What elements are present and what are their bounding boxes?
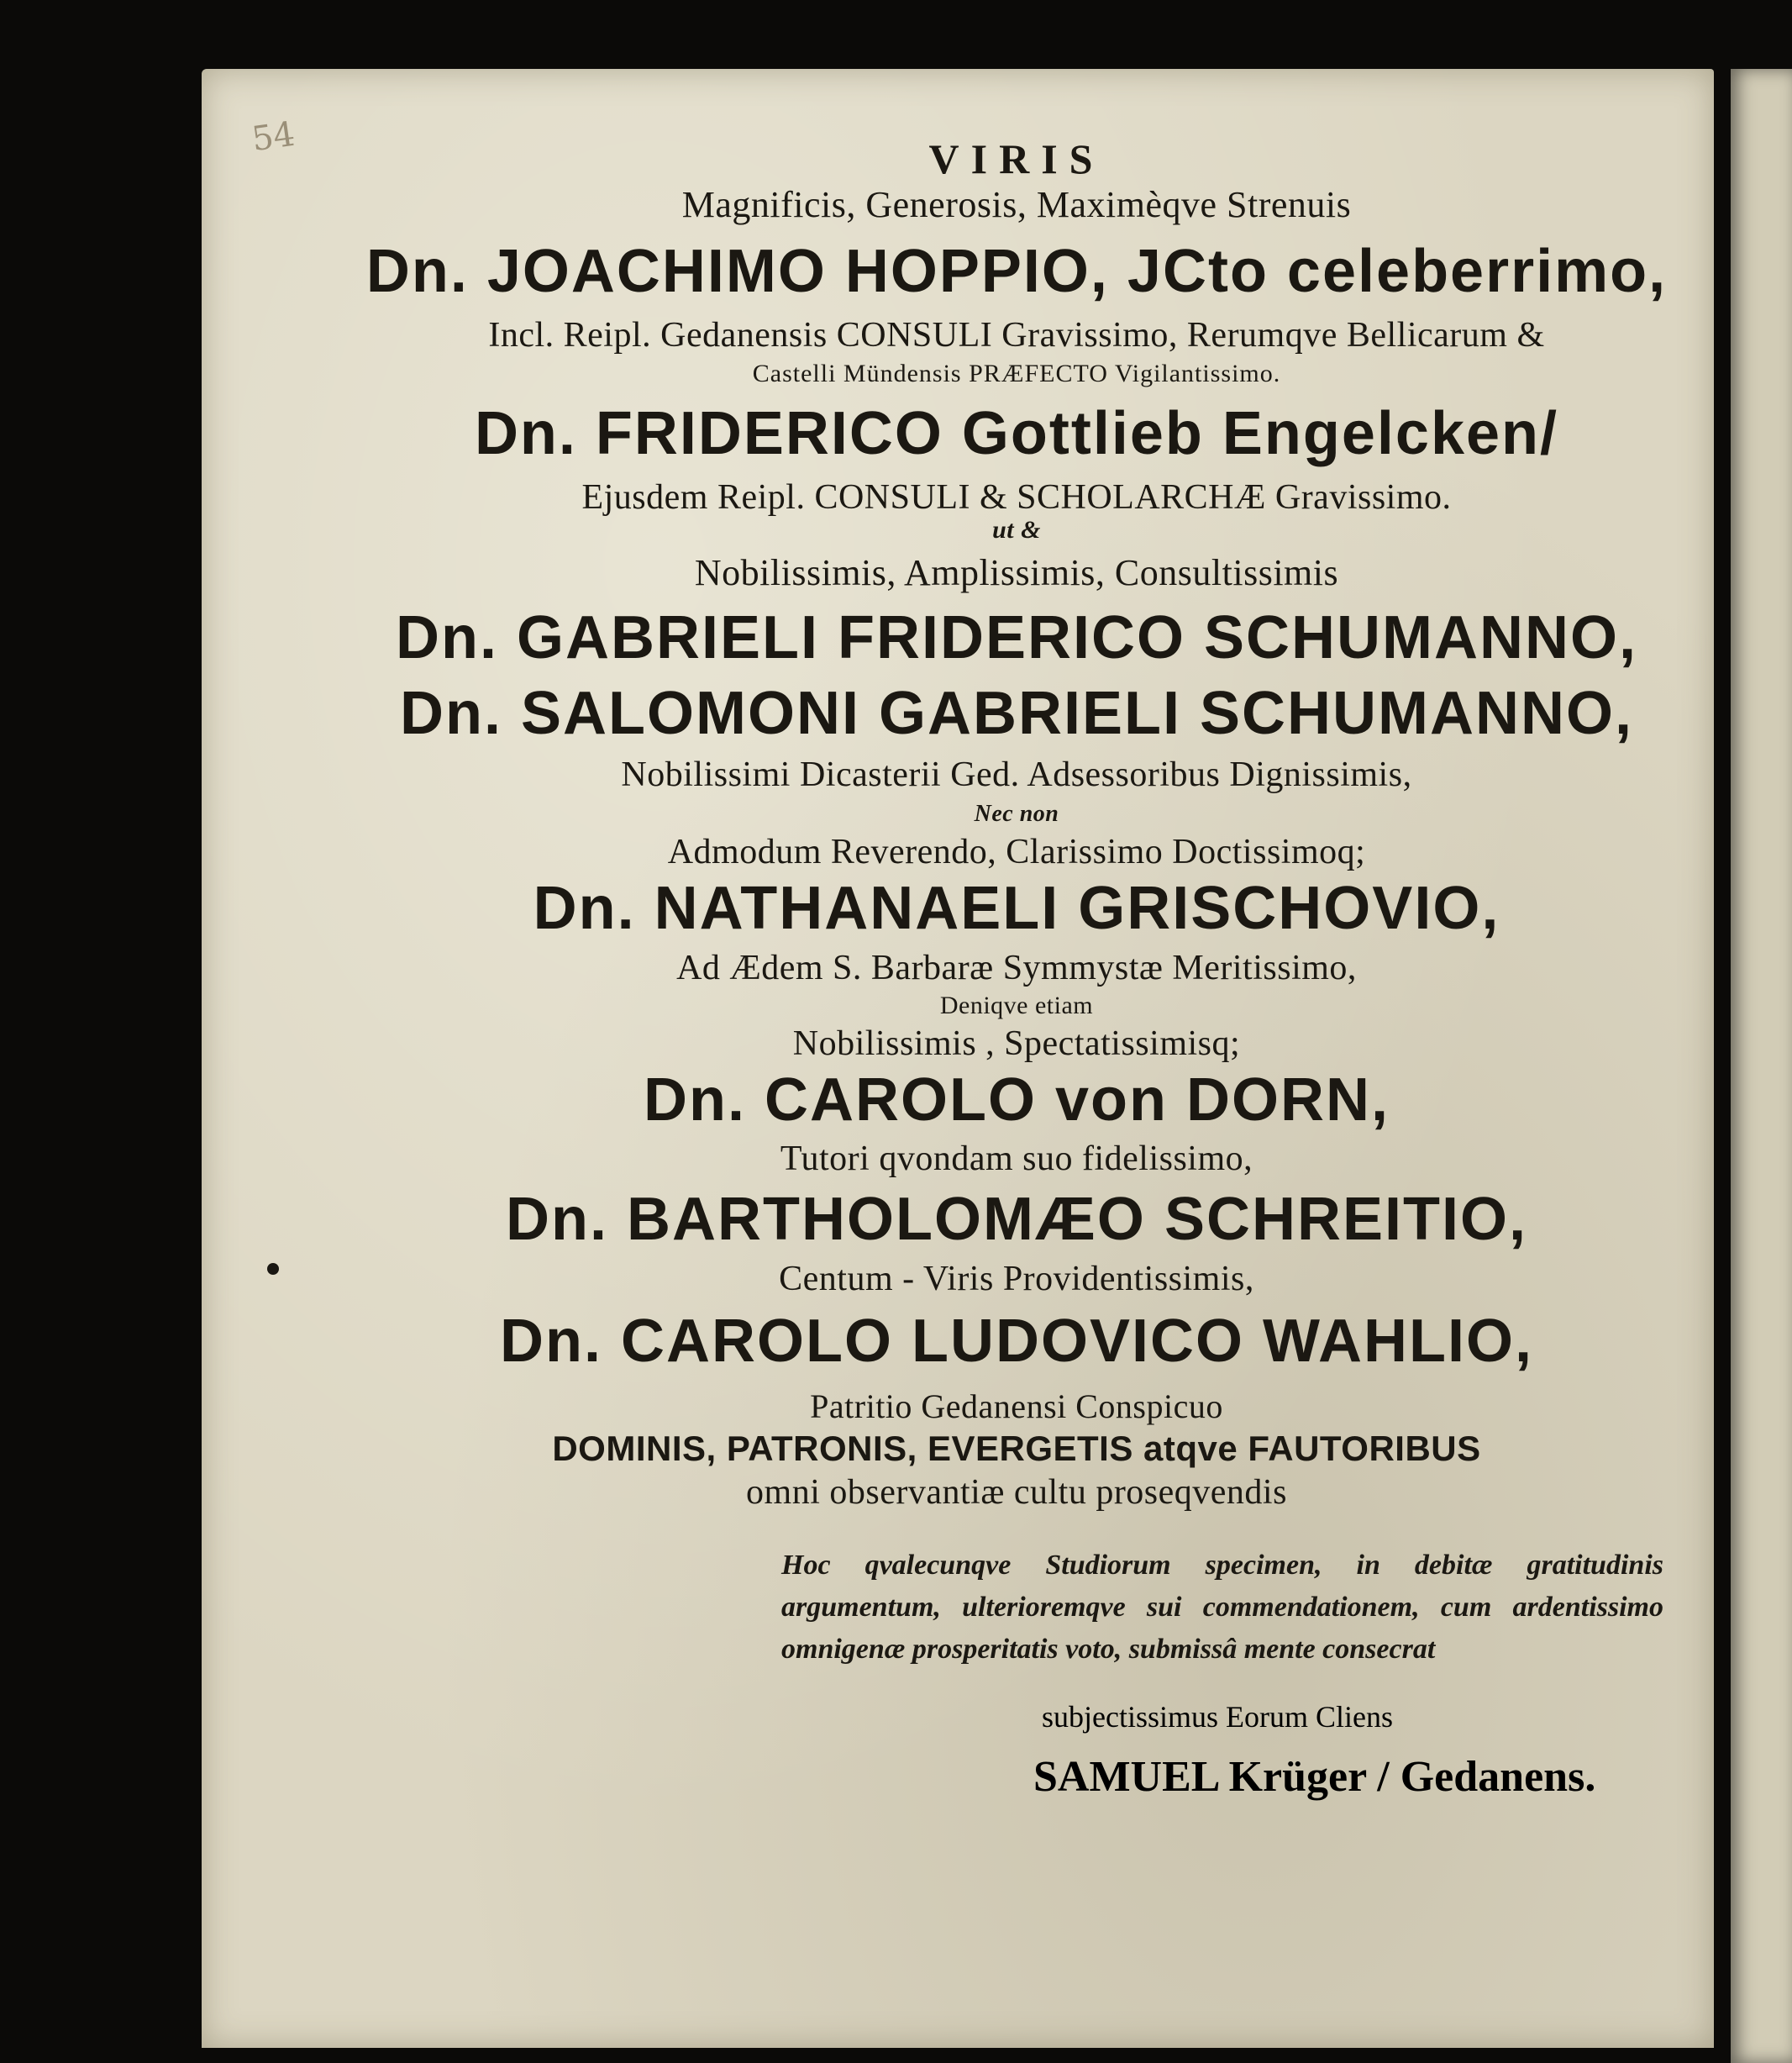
line-magnificis: Magnificis, Generosis, Maximèqve Strenuis xyxy=(681,184,1352,225)
line-aedem: Ad Ædem S. Barbaræ Symmystæ Meritissimo, xyxy=(676,949,1357,987)
name-nathanaeli: Dn. NATHANAELI GRISCHOVIO, xyxy=(533,875,1500,942)
heading-viris: VIRIS xyxy=(928,135,1105,182)
line-deniqve: Deniqve etiam xyxy=(939,992,1094,1019)
line-admodum: Admodum Reverendo, Clarissimo Doctissimoq; xyxy=(667,833,1366,871)
author-signature: SAMUEL Krüger / Gedanens. xyxy=(1033,1753,1596,1801)
name-bartholomaeo: Dn. BARTHOLOMÆO SCHREITIO, xyxy=(506,1186,1527,1253)
line-nobilissimis: Nobilissimis, Amplissimis, Consultissimis xyxy=(694,552,1339,593)
dedication-paragraph: Hoc qvalecunqve Studiorum specimen, in debitæ gratitudinis argumentum, ulterioremqve sui commendationem, cum ardentissimo omnigenæ prosperitatis voto, submissâ mente consecrat xyxy=(781,1550,1663,1665)
name-gabrieli: Dn. GABRIELI FRIDERICO SCHUMANNO, xyxy=(396,604,1637,671)
line-omni: omni observantiæ cultu proseqvendis xyxy=(746,1473,1287,1512)
line-tutori: Tutori qvondam suo fidelissimo, xyxy=(780,1139,1253,1178)
name-carolo-dorn: Dn. CAROLO von DORN, xyxy=(644,1066,1390,1134)
line-ut-et: ut & xyxy=(992,516,1041,544)
page-marking: 54 xyxy=(250,114,297,160)
line-nec-non: Nec non xyxy=(974,801,1059,827)
line-subjectissimus: subjectissimus Eorum Cliens xyxy=(1042,1700,1393,1734)
name-hoppio: Dn. JOACHIMO HOPPIO, JCto celeberrimo, xyxy=(365,238,1668,305)
name-friderico: Dn. FRIDERICO Gottlieb Engelcken/ xyxy=(474,400,1559,467)
line-spectatissimis: Nobilissimis , Spectatissimisq; xyxy=(792,1024,1241,1063)
line-ejusdem: Ejusdem Reipl. CONSULI & SCHOLARCHÆ Gravissimo. xyxy=(581,478,1452,517)
line-dicasterii: Nobilissimi Dicasterii Ged. Adsessoribus Dignissimis, xyxy=(621,755,1412,794)
facing-page-edge xyxy=(1731,69,1792,2063)
line-dominis: DOMINIS, PATRONIS, EVERGETIS atqve FAUTORIBUS xyxy=(552,1429,1481,1468)
ink-dot xyxy=(267,1263,279,1275)
name-salomoni: Dn. SALOMONI GABRIELI SCHUMANNO, xyxy=(400,680,1633,747)
name-wahlio: Dn. CAROLO LUDOVICO WAHLIO, xyxy=(500,1308,1533,1375)
line-patritio: Patritio Gedanensi Conspicuo xyxy=(810,1387,1223,1425)
line-castelli: Castelli Mündensis PRÆFECTO Vigilantissimo. xyxy=(752,360,1281,387)
line-centum: Centum - Viris Providentissimis, xyxy=(779,1260,1254,1298)
line-incl: Incl. Reipl. Gedanensis CONSULI Gravissimo, Rerumqve Bellicarum & xyxy=(488,316,1545,355)
